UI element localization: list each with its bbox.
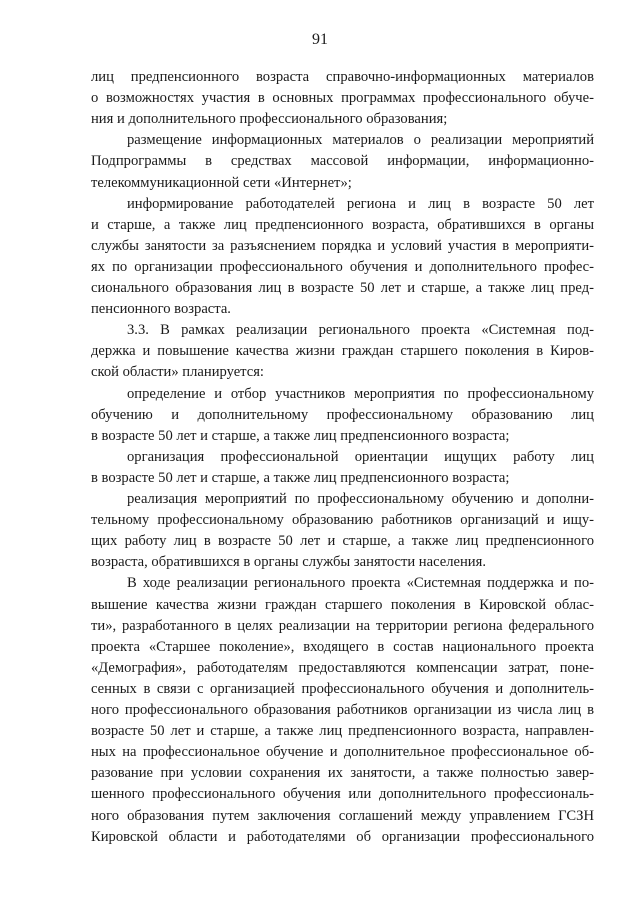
text-line: размещение информационных материалов о реализации мероприятий [127, 132, 594, 149]
text-line: тельному профессиональному образованию работников организаций и ищу- [91, 512, 594, 529]
text-line: щих работу лиц в возрасте 50 лет и старше, а также лиц предпенсионного [91, 533, 594, 550]
text-line: ных на профессиональное обучение и дополнительное профессиональное об- [91, 744, 594, 761]
text-line: службы занятости за разъяснением порядка и условий участия в мероприяти- [91, 237, 594, 254]
text-line: лиц предпенсионного возраста справочно-информационных материалов [91, 69, 594, 85]
text-line: вышение качества жизни граждан старшего поколения в Кировской облас- [91, 596, 594, 613]
text-line: телекоммуникационной сети «Интернет»; [91, 174, 352, 191]
text-line: ного образования путем заключения соглашений между управлением ГСЗН [91, 807, 594, 824]
text-line: В ходе реализации регионального проекта «Системная поддержка и по- [127, 575, 594, 592]
page-number: 91 [312, 31, 328, 48]
text-line: ти», разработанного в целях реализации на территории региона федерального [91, 617, 594, 634]
text-line: сионального образования лиц в возрасте 50 лет и старше, а также лиц пред- [91, 280, 594, 296]
text-line: пенсионного возраста. [91, 301, 231, 318]
text-line: ного профессионального образования работников организации из числа лиц в [91, 702, 594, 718]
text-line: ях по организации профессионального обучения и дополнительного профес- [91, 258, 594, 275]
text-line: возрасте 50 лет и старше, а также лиц предпенсионного возраста, направлен- [91, 723, 594, 740]
text-line: проекта «Старшее поколение», входящего в состав национального проекта [91, 638, 594, 655]
text-line: разование при условии сохранения их занятости, а также полностью завер- [91, 765, 594, 782]
text-line: 3.3. В рамках реализации регионального проекта «Системная под- [127, 322, 594, 339]
text-line: реализация мероприятий по профессиональному обучению и дополни- [127, 491, 594, 507]
text-line: в возрасте 50 лет и старше, а также лиц предпенсионного возраста; [91, 427, 510, 444]
text-line: ской области» планируется: [91, 364, 264, 381]
text-line: Кировской области и работодателями об организации профессионального [91, 828, 594, 845]
text-line: держка и повышение качества жизни граждан старшего поколения в Киров- [91, 343, 594, 360]
text-line: в возрасте 50 лет и старше, а также лиц предпенсионного возраста; [91, 469, 510, 486]
text-line: обучению и дополнительному профессиональному образованию лиц [91, 406, 594, 423]
text-line: «Демография», работодателям предоставляются компенсации затрат, поне- [91, 659, 594, 676]
text-line: организация профессиональной ориентации ищущих работу лиц [127, 448, 594, 465]
text-line: и старше, а также лиц предпенсионного возраста, обратившихся в органы [91, 216, 594, 233]
text-line: сенных в связи с организацией профессионального обучения и дополнитель- [91, 680, 594, 697]
text-line: Подпрограммы в средствах массовой информации, информационно- [91, 153, 594, 170]
text-line: возраста, обратившихся в органы службы занятости населения. [91, 554, 486, 571]
text-line: информирование работодателей региона и лиц в возрасте 50 лет [127, 195, 594, 212]
text-line: ния и дополнительного профессионального образования; [91, 111, 448, 128]
text-line: шенного профессионального обучения или дополнительного профессиональ- [91, 786, 594, 803]
text-line: определение и отбор участников мероприятия по профессиональному [127, 385, 594, 402]
text-line: о возможностях участия в основных программах профессионального обуче- [91, 90, 594, 107]
